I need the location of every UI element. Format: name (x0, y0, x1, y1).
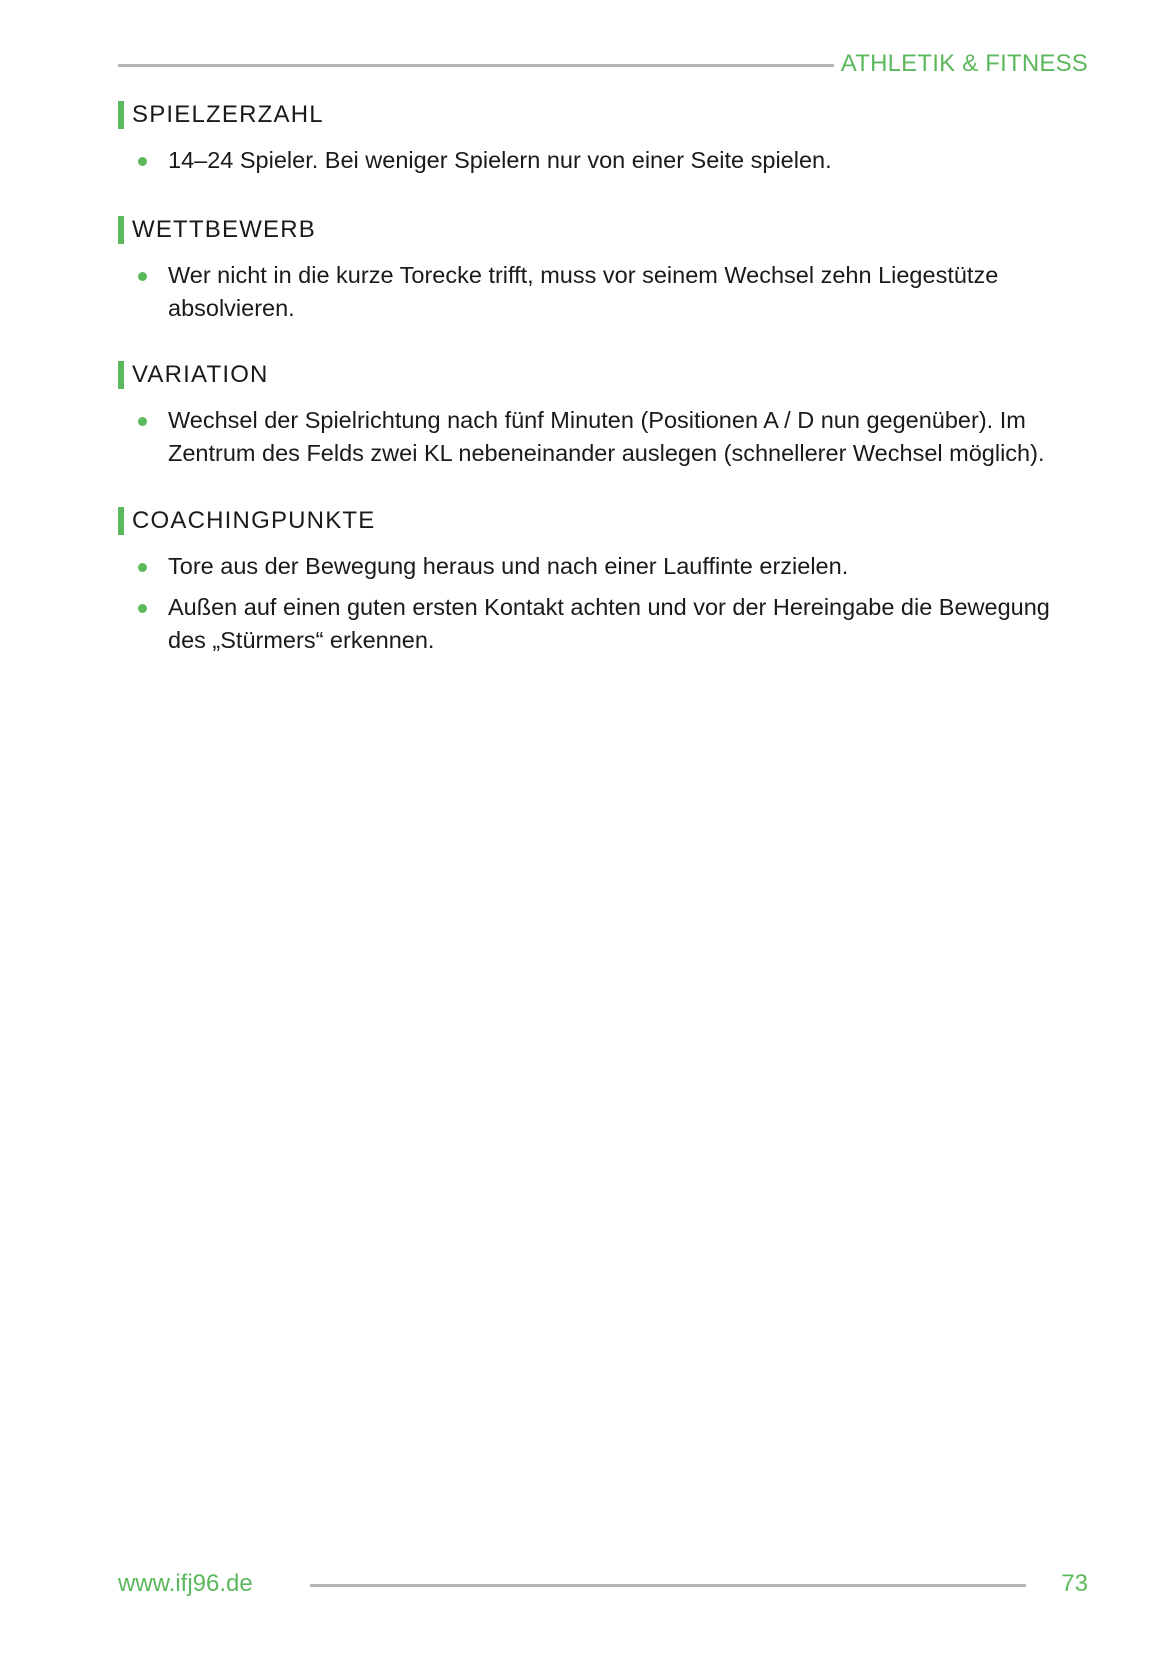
list-item (118, 259, 1090, 325)
section-heading-text: WETTBEWERB (132, 216, 316, 243)
list-item-text: Wer nicht in die kurze Torecke trifft, muss vor seinem Wechsel zehn Liegestütze absolvieren. (168, 262, 999, 321)
running-header-title: ATHLETIK & FITNESS (840, 50, 1088, 77)
heading-accent-bar (118, 507, 124, 535)
bullet-icon (138, 604, 147, 613)
bullet-icon (138, 272, 147, 281)
list-item (118, 144, 1090, 177)
bullet-list (118, 144, 1090, 177)
list-item (118, 591, 1090, 657)
heading-accent-bar (118, 216, 124, 244)
list-item-text: 14–24 Spieler. Bei weniger Spielern nur von einer Seite spielen. (168, 147, 832, 173)
header-divider (118, 64, 834, 67)
list-item (118, 404, 1090, 470)
bullet-list (118, 550, 1090, 657)
heading-accent-bar (118, 101, 124, 129)
bullet-icon (138, 563, 147, 572)
section-heading (118, 100, 1090, 130)
list-item-text: Außen auf einen guten ersten Kontakt achten und vor der Hereingabe die Bewegung des „Stürmers“ erkennen. (168, 594, 1050, 653)
list-item (118, 550, 1090, 583)
heading-accent-bar (118, 361, 124, 389)
list-item-text: Wechsel der Spielrichtung nach fünf Minuten (Positionen A / D nun gegenüber). Im Zentrum des Felds zwei KL nebeneinander auslegen (schnellerer Wechsel möglich). (168, 407, 1045, 466)
footer-website-link[interactable]: www.ifj96.de (118, 1570, 253, 1597)
bullet-list (118, 404, 1090, 470)
section-heading (118, 215, 1090, 245)
section-heading-text: COACHINGPUNKTE (132, 507, 376, 534)
list-item-text: Tore aus der Bewegung heraus und nach einer Lauffinte erzielen. (168, 553, 849, 579)
bullet-list (118, 259, 1090, 325)
page-number: 73 (1061, 1570, 1088, 1597)
section-heading (118, 360, 1090, 390)
footer-divider (310, 1584, 1026, 1587)
section-variation (118, 360, 1090, 478)
section-heading-text: VARIATION (132, 361, 269, 388)
section-spielerzahl (118, 100, 1090, 185)
section-heading (118, 506, 1090, 536)
section-coachingpunkte (118, 506, 1090, 665)
section-heading-text: SPIELZERZAHL (132, 101, 324, 128)
bullet-icon (138, 157, 147, 166)
bullet-icon (138, 417, 147, 426)
section-wettbewerb (118, 215, 1090, 333)
